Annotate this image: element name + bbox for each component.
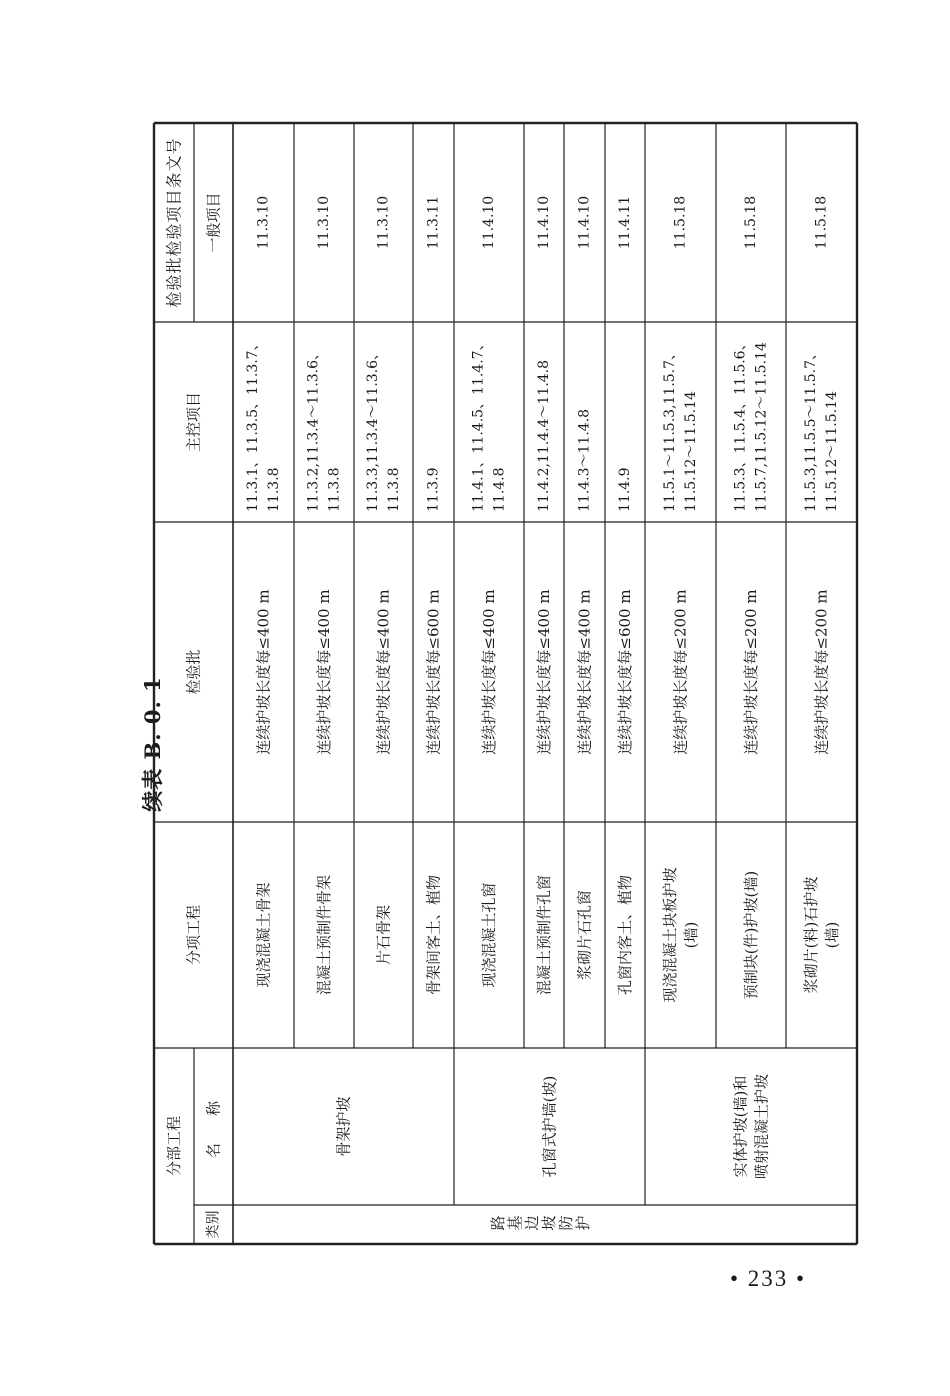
row-jianyanpi: 连续护坡长度每≤400 m (254, 589, 273, 755)
row-zhukong: 11.3.9 (425, 467, 442, 512)
row-fenxiang: 浆砌片(料)石护坡 (802, 876, 820, 994)
category-char: 防 (557, 1215, 575, 1231)
row-zhukong: 11.3.1、11.3.5、11.3.7、 (245, 336, 261, 512)
header-jianyanpi: 检验批 (184, 649, 203, 695)
row-zhukong: 11.5.7,11.5.12～11.5.14 (753, 342, 770, 512)
row-jianyanpi: 连续护坡长度每≤400 m (535, 589, 553, 755)
header-mingcheng: 名 称 (204, 1094, 223, 1159)
row-fenxiang: 混凝土预制件骨架 (315, 874, 333, 996)
row-yiban: 11.4.10 (536, 195, 552, 250)
row-yiban: 11.4.10 (576, 195, 593, 250)
row-fenxiang: 片石骨架 (374, 904, 393, 966)
row-yiban: 11.3.10 (316, 195, 332, 250)
header-yiban: 一般项目 (204, 192, 223, 253)
group-name: 喷射混凝土护坡 (752, 1073, 771, 1180)
row-yiban: 11.5.18 (672, 195, 689, 250)
row-fenxiang: 骨架间客土、植物 (424, 874, 443, 996)
row-zhukong: 11.4.3～11.4.8 (576, 408, 593, 512)
row-zhukong: 11.5.1～11.5.3,11.5.7、 (662, 345, 678, 512)
row-zhukong: 11.3.3,11.3.4～11.3.6、 (365, 345, 381, 512)
row-yiban: 11.5.18 (813, 195, 830, 250)
row-yiban: 11.4.10 (481, 195, 497, 250)
row-zhukong: 11.4.1、11.4.5、11.4.7、 (470, 336, 487, 512)
row-zhukong: 11.3.2,11.3.4～11.3.6、 (305, 345, 322, 512)
category-char: 护 (574, 1215, 592, 1231)
category-char: 边 (523, 1215, 541, 1231)
row-jianyanpi: 连续护坡长度每≤400 m (480, 589, 498, 755)
row-fenxiang: 混凝土预制件孔窗 (535, 874, 553, 996)
row-fenxiang: (墙) (823, 921, 841, 949)
row-fenxiang: 浆砌片石孔窗 (575, 889, 594, 981)
header-fenxiang: 分项工程 (184, 904, 203, 966)
category-char: 基 (506, 1215, 524, 1231)
row-fenxiang: (墙) (682, 921, 700, 949)
group-name: 实体护坡(墙)和 (731, 1075, 750, 1178)
row-jianyanpi: 连续护坡长度每≤400 m (315, 589, 333, 755)
row-zhukong: 11.4.2,11.4.4～11.4.8 (536, 359, 552, 512)
row-fenxiang: 现浇混凝土块板护坡 (661, 867, 679, 1003)
page-number: • 233 • (730, 1266, 807, 1291)
header-zhukong: 主控项目 (184, 391, 203, 453)
table-title: 续表 B. 0. 1 (140, 676, 165, 812)
table-cells (165, 137, 842, 1238)
row-jianyanpi: 连续护坡长度每≤200 m (671, 589, 690, 755)
row-yiban: 11.3.10 (375, 195, 392, 250)
row-jianyanpi: 连续护坡长度每≤600 m (616, 589, 634, 755)
row-fenxiang: 孔窗内客土、植物 (616, 874, 634, 996)
row-zhukong: 11.3.8 (266, 467, 282, 512)
header-tiaowen: 检验批检验项目条文号 (164, 137, 184, 308)
row-fenxiang: 预制块(件)护坡(墙) (742, 870, 760, 1000)
group-name: 孔窗式护墙(坡) (540, 1075, 559, 1178)
row-zhukong: 11.3.8 (386, 467, 402, 512)
row-zhukong: 11.5.12～11.5.14 (824, 391, 840, 512)
row-jianyanpi: 连续护坡长度每≤400 m (374, 589, 393, 755)
row-zhukong: 11.5.3、11.5.4、11.5.6、 (732, 336, 749, 512)
row-jianyanpi: 连续护坡长度每≤600 m (424, 589, 443, 755)
row-zhukong: 11.5.12～11.5.14 (683, 391, 699, 512)
row-yiban: 11.3.10 (255, 195, 272, 250)
row-zhukong: 11.5.3,11.5.5～11.5.7、 (803, 345, 819, 512)
category-char: 路 (489, 1215, 507, 1231)
row-zhukong: 11.4.9 (617, 467, 633, 512)
header-leibie: 类别 (205, 1210, 222, 1239)
row-jianyanpi: 连续护坡长度每≤200 m (742, 589, 760, 755)
group-name: 骨架护坡 (334, 1096, 353, 1157)
row-yiban: 11.3.11 (425, 195, 442, 250)
row-yiban: 11.5.18 (743, 195, 759, 250)
row-fenxiang: 现浇混凝土孔窗 (480, 882, 498, 988)
row-yiban: 11.4.11 (617, 195, 633, 250)
category-char: 坡 (540, 1215, 558, 1231)
header-fenbu: 分部工程 (165, 1115, 183, 1177)
row-zhukong: 11.4.8 (491, 467, 508, 512)
row-fenxiang: 现浇混凝土骨架 (254, 882, 273, 988)
row-zhukong: 11.3.8 (326, 467, 343, 512)
row-jianyanpi: 连续护坡长度每≤400 m (575, 589, 594, 755)
row-jianyanpi: 连续护坡长度每≤200 m (812, 589, 831, 755)
